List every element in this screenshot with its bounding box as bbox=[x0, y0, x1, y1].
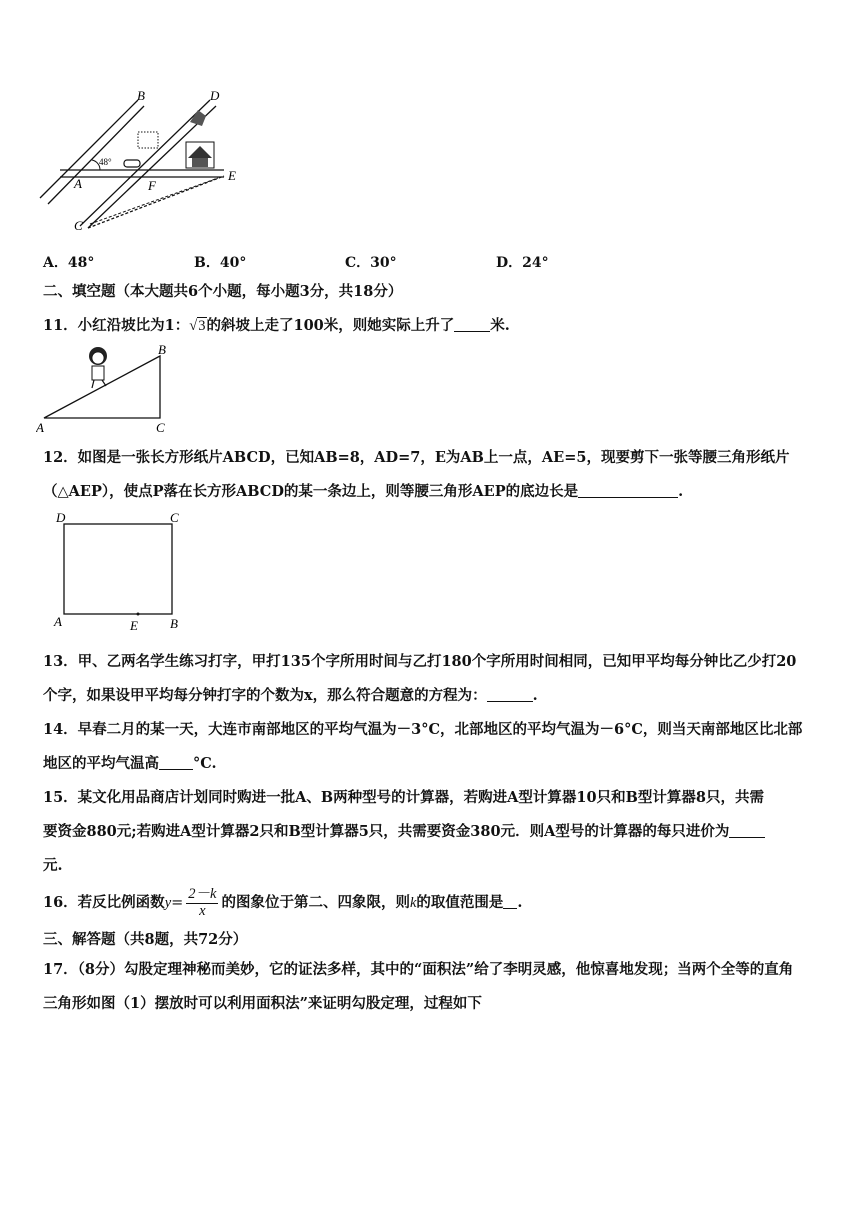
label-D: D bbox=[210, 88, 220, 103]
option-d[interactable]: D．24° bbox=[496, 255, 549, 271]
label-B: B bbox=[137, 88, 145, 103]
question-14-line-2: 地区的平均气温高 °C. bbox=[43, 755, 217, 772]
question-17-line-1: 17．（8分）勾股定理神秘而美妙，它的证法多样，其中的“面积法”给了李明灵感，他惊喜地发现；当两个全等的直角 bbox=[43, 961, 794, 978]
section-3-title: 三、解答题（共8题，共72分） bbox=[43, 931, 248, 948]
option-c[interactable]: C．30° bbox=[345, 255, 397, 271]
answer-blank-16[interactable] bbox=[503, 894, 517, 910]
label-A: A bbox=[54, 614, 62, 629]
label-D: D bbox=[56, 510, 66, 525]
label-B: B bbox=[158, 342, 166, 357]
figure-parallel-lines bbox=[38, 86, 248, 236]
question-13-line-1: 13．甲、乙两名学生练习打字，甲打135个字所用时间与乙打180个字所用时间相同，已知甲平均每分钟比乙少打20 bbox=[43, 653, 797, 670]
figure-rectangle bbox=[52, 508, 192, 632]
fraction: $\frac{2-k}{x}$ bbox=[188, 886, 217, 919]
figure-slope bbox=[36, 342, 176, 434]
answer-blank-11[interactable] bbox=[454, 317, 490, 333]
question-15-line-1: 15．某文化用品商店计划同时购进一批A、B两种型号的计算器，若购进A型计算器10只和B型计算器8只，共需 bbox=[43, 789, 764, 806]
label-E: E bbox=[228, 168, 236, 183]
question-12-line-1: 12．如图是一张长方形纸片ABCD，已知AB=8，AD=7，E为AB上一点，AE=5，现要剪下一张等腰三角形纸片 bbox=[43, 449, 790, 466]
label-F: F bbox=[148, 178, 156, 193]
question-11: 11．小红沿坡比为1：√3的斜坡上走了100米，则她实际上升了 米. bbox=[43, 317, 510, 334]
answer-blank-14[interactable] bbox=[159, 755, 193, 771]
answer-blank-12[interactable] bbox=[578, 483, 678, 499]
question-15-line-2: 要资金880元;若购进A型计算器2只和B型计算器5只，共需要资金380元．则A型号的计算器的每只进价为 bbox=[43, 820, 828, 841]
question-12-line-2: （△AEP），使点P落在长方形ABCD的某一条边上，则等腰三角形AEP的底边长是 . bbox=[43, 483, 684, 500]
label-C: C bbox=[74, 218, 83, 233]
question-13-line-2: 个字，如果设甲平均每分钟打字的个数为x，那么符合题意的方程为： . bbox=[43, 687, 538, 704]
question-17-line-2: 三角形如图（1）摆放时可以利用面积法”来证明勾股定理，过程如下 bbox=[43, 995, 482, 1012]
section-2-title: 二、填空题（本大题共6个小题，每小题3分，共18分） bbox=[43, 283, 403, 300]
label-C: C bbox=[156, 420, 165, 434]
label-B: B bbox=[170, 616, 178, 631]
option-b[interactable]: B．40° bbox=[194, 255, 247, 271]
label-E: E bbox=[130, 618, 138, 632]
label-A: A bbox=[74, 176, 82, 191]
answer-blank-13[interactable] bbox=[487, 687, 533, 703]
label-C: C bbox=[170, 510, 179, 525]
option-a[interactable]: A．48° bbox=[43, 255, 95, 271]
question-14-line-1: 14．早春二月的某一天，大连市南部地区的平均气温为－3°C，北部地区的平均气温为－6°C，则当天南部地区比北部 bbox=[43, 721, 803, 738]
question-15-line-3: 元. bbox=[43, 857, 63, 874]
answer-blank-15[interactable] bbox=[729, 823, 765, 839]
angle-label: 48° bbox=[99, 157, 112, 167]
question-16: 16．若反比例函数y= $\frac{2-k}{x}$ 的图象位于第二、四象限，则k的取值范围是 . bbox=[43, 886, 523, 919]
label-A: A bbox=[36, 420, 44, 434]
